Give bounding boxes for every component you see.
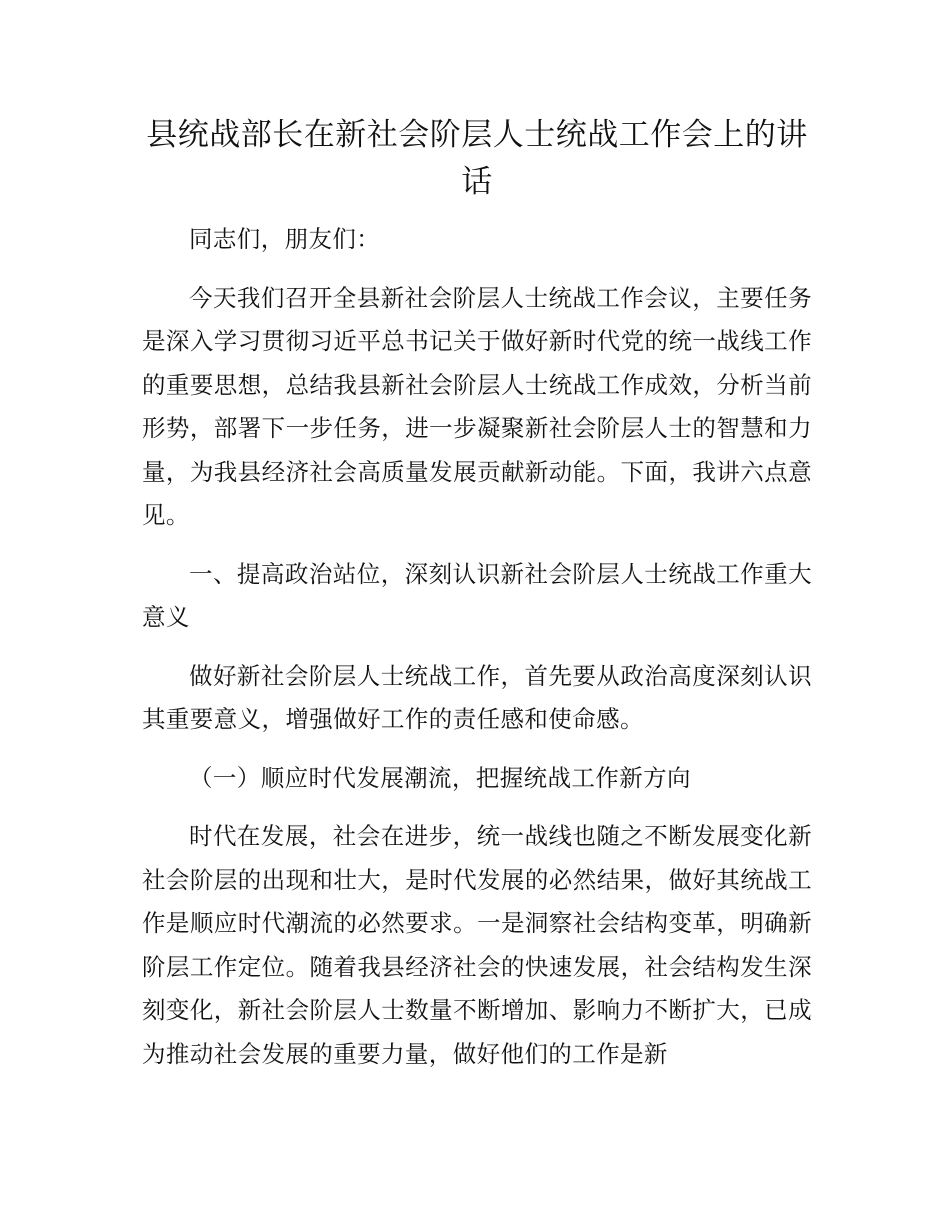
- paragraph-significance: 做好新社会阶层人士统战工作，首先要从政治高度深刻认识其重要意义，增强做好工作的责任感和使命感。: [142, 661, 812, 733]
- salutation: 同志们，朋友们：: [189, 225, 381, 253]
- paragraph-era-development: 时代在发展，社会在进步，统一战线也随之不断发展变化新社会阶层的出现和壮大，是时代发展的必然结果，做好其统战工作是顺应时代潮流的必然要求。一是洞察社会结构变革，明确新阶层工作定位。随着我县经济社会的快速发展，社会结构发生深刻变化，新社会阶层人士数量不断增加、影响力不断扩大，已成为推动社会发展的重要力量，做好他们的工作是新: [142, 822, 812, 1068]
- paragraph-opening: 今天我们召开全县新社会阶层人士统战工作会议，主要任务是深入学习贯彻习近平总书记关于做好新时代党的统一战线工作的重要思想，总结我县新社会阶层人士统战工作成效，分析当前形势，部署下一步任务，进一步凝聚新社会阶层人士的智慧和力量，为我县经济社会高质量发展贡献新动能。下面，我讲六点意见。: [142, 283, 812, 529]
- section-heading-1: 一、提高政治站位，深刻认识新社会阶层人士统战工作重大意义: [142, 559, 812, 631]
- document-title: 县统战部长在新社会阶层人士统战工作会上的讲话: [146, 117, 808, 200]
- subsection-heading-1: （一）顺应时代发展潮流，把握统战工作新方向: [189, 763, 691, 792]
- document-page: [142, 112, 812, 1076]
